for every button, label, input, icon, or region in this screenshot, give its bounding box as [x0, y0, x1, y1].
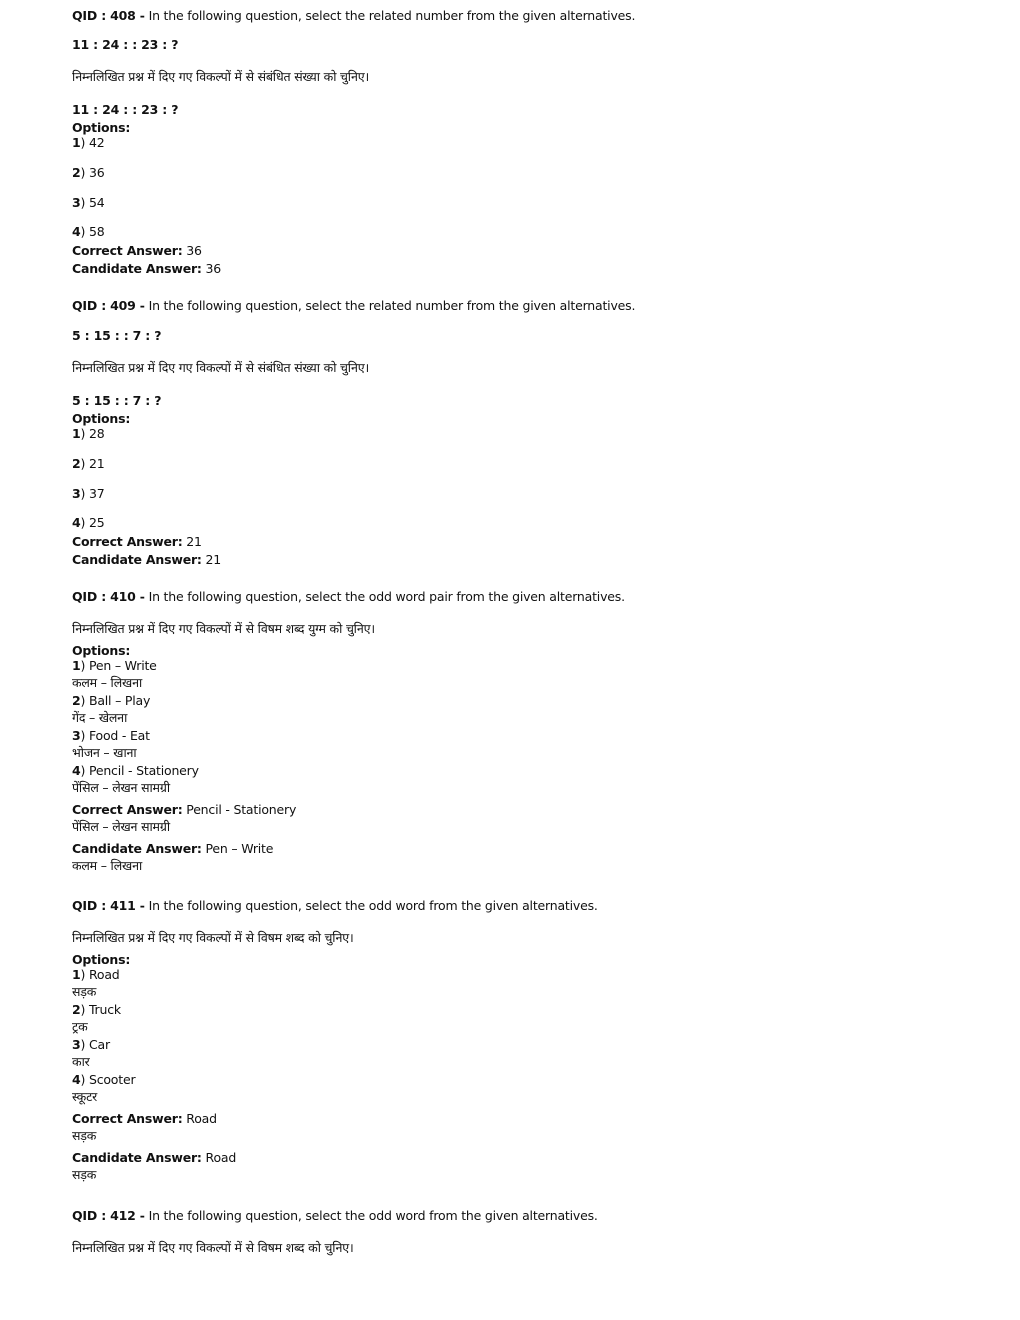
options-label: Options:	[72, 952, 131, 967]
option-3-hi: कार	[72, 1054, 90, 1069]
option-1-hi: कलम – लिखना	[72, 675, 143, 690]
question-stem-en: In the following question, select the related number from the given alternatives.	[148, 298, 636, 313]
option-2: 2) 36	[72, 165, 105, 180]
qid-label: QID : 408 -	[72, 8, 145, 23]
correct-answer: Correct Answer: 21	[72, 534, 202, 549]
ratio-hi: 11 : 24 : : 23 : ?	[72, 102, 179, 117]
option-2-hi: ट्रक	[72, 1019, 88, 1034]
question-stem-en: In the following question, select the related number from the given alternatives.	[148, 8, 636, 23]
option-4-hi: पेंसिल – लेखन सामग्री	[72, 780, 170, 795]
candidate-answer: Candidate Answer: 36	[72, 261, 222, 276]
correct-answer-hi: सड़क	[72, 1128, 97, 1143]
option-3: 3) 37	[72, 486, 105, 501]
ratio-en: 5 : 15 : : 7 : ?	[72, 328, 162, 343]
qid-label: QID : 411 -	[72, 898, 145, 913]
option-4: 4) Scooter	[72, 1072, 136, 1087]
options-label: Options:	[72, 411, 131, 426]
candidate-answer-hi: कलम – लिखना	[72, 858, 143, 873]
option-1: 1) 42	[72, 135, 105, 150]
correct-answer-hi: पेंसिल – लेखन सामग्री	[72, 819, 170, 834]
option-4: 4) 25	[72, 515, 105, 530]
option-1: 1) Pen – Write	[72, 658, 157, 673]
correct-answer: Correct Answer: Pencil - Stationery	[72, 802, 297, 817]
ratio-hi: 5 : 15 : : 7 : ?	[72, 393, 162, 408]
question-stem-hi: निम्नलिखित प्रश्न में दिए गए विकल्पों में से संबंधित संख्या को चुनिए।	[72, 69, 369, 84]
question-header	[72, 8, 635, 24]
option-2: 2) 21	[72, 456, 105, 471]
option-2-hi: गेंद – खेलना	[72, 710, 128, 725]
option-3: 3) 54	[72, 195, 105, 210]
correct-answer: Correct Answer: Road	[72, 1111, 217, 1126]
options-label: Options:	[72, 120, 131, 135]
option-3: 3) Food - Eat	[72, 728, 150, 743]
question-stem-hi: निम्नलिखित प्रश्न में दिए गए विकल्पों में से विषम शब्द को चुनिए।	[72, 1240, 354, 1255]
options-label: Options:	[72, 643, 131, 658]
option-3: 3) Car	[72, 1037, 110, 1052]
question-stem-hi: निम्नलिखित प्रश्न में दिए गए विकल्पों में से विषम शब्द को चुनिए।	[72, 930, 354, 945]
candidate-answer: Candidate Answer: 21	[72, 552, 222, 567]
question-header	[72, 898, 598, 914]
candidate-answer: Candidate Answer: Pen – Write	[72, 841, 274, 856]
correct-answer: Correct Answer: 36	[72, 243, 202, 258]
question-stem-hi: निम्नलिखित प्रश्न में दिए गए विकल्पों में से संबंधित संख्या को चुनिए।	[72, 360, 369, 375]
qid-label: QID : 412 -	[72, 1208, 145, 1223]
option-1: 1) Road	[72, 967, 120, 982]
option-2: 2) Truck	[72, 1002, 121, 1017]
option-4: 4) 58	[72, 224, 105, 239]
question-header	[72, 589, 625, 605]
option-4: 4) Pencil - Stationery	[72, 763, 199, 778]
qid-label: QID : 409 -	[72, 298, 145, 313]
question-stem-en: In the following question, select the odd word from the given alternatives.	[148, 898, 598, 913]
option-2: 2) Ball – Play	[72, 693, 151, 708]
question-stem-hi: निम्नलिखित प्रश्न में दिए गए विकल्पों में से विषम शब्द युग्म को चुनिए।	[72, 621, 375, 636]
option-1: 1) 28	[72, 426, 105, 441]
ratio-en: 11 : 24 : : 23 : ?	[72, 37, 179, 52]
question-header	[72, 1208, 598, 1224]
question-stem-en: In the following question, select the odd word pair from the given alternatives.	[148, 589, 625, 604]
question-stem-en: In the following question, select the odd word from the given alternatives.	[148, 1208, 598, 1223]
candidate-answer-hi: सड़क	[72, 1167, 97, 1182]
option-1-hi: सड़क	[72, 984, 97, 999]
option-3-hi: भोजन – खाना	[72, 745, 137, 760]
qid-label: QID : 410 -	[72, 589, 145, 604]
option-4-hi: स्कूटर	[72, 1089, 98, 1104]
candidate-answer: Candidate Answer: Road	[72, 1150, 237, 1165]
question-header	[72, 298, 635, 314]
